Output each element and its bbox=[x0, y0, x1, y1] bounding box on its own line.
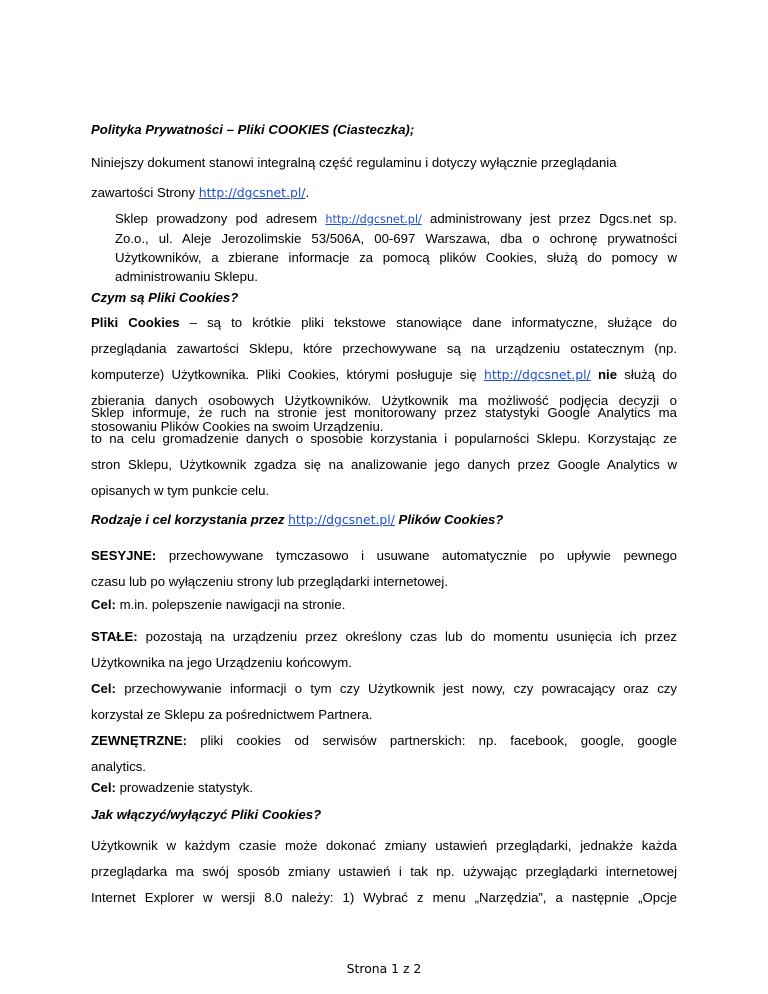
what-line-1: Pliki Cookies – są to krótkie pliki tekstowe stanowiące dane informatyczne, służące do bbox=[91, 315, 677, 330]
admin-line-4: administrowaniu Sklepu. bbox=[115, 269, 258, 284]
what-line-2: przeglądania zawartości Sklepu, które przechowywane są na urządzeniu ostatecznym (np. bbox=[91, 341, 677, 356]
external-line-1: ZEWNĘTRZNE: pliki cookies od serwisów partnerskich: np. facebook, google, google bbox=[91, 733, 677, 748]
toggle-line-3: Internet Explorer w wersji 8.0 należy: 1) Wybrać z menu „Narzędzia”, a następnie „Opcje bbox=[91, 890, 677, 905]
admin-line-1: Sklep prowadzony pod adresem http://dgcsnet.pl/ administrowany jest przez Dgcs.net sp. bbox=[115, 211, 677, 226]
persistent-cookies bbox=[91, 624, 677, 676]
types-site-link[interactable]: http://dgcsnet.pl/ bbox=[288, 512, 395, 527]
page-footer: Strona 1 z 2 bbox=[346, 961, 422, 976]
session-line-2: czasu lub po wyłączeniu strony lub przeglądarki internetowej. bbox=[91, 574, 448, 589]
intro-line-2: zawartości Strony http://dgcsnet.pl/. bbox=[91, 185, 310, 200]
toggle-line-2: przeglądarka ma swój sposób zmiany ustawień i tak np. używając przeglądarki internetowej bbox=[91, 864, 677, 879]
session-purpose: Cel: m.in. polepszenie nawigacji na stronie. bbox=[91, 597, 346, 612]
external-purpose: Cel: prowadzenie statystyk. bbox=[91, 780, 253, 795]
intro-line-1: Niniejszy dokument stanowi integralną część regulaminu i dotyczy wyłącznie przeglądania bbox=[91, 155, 617, 170]
session-cookies bbox=[91, 543, 677, 595]
analytics-line-1: Sklep informuje, że ruch na stronie jest monitorowany przez statystyki Google Analytics ma bbox=[91, 405, 677, 420]
what-line-3: komputerze) Użytkownika. Pliki Cookies, którymi posługuje się http://dgcsnet.pl/ nie służą do bbox=[91, 367, 677, 382]
toggle-paragraph bbox=[91, 833, 677, 911]
site-link[interactable]: http://dgcsnet.pl/ bbox=[198, 185, 306, 200]
external-line-2: analytics. bbox=[91, 759, 146, 774]
section-heading-toggle: Jak włączyć/wyłączyć Pliki Cookies? bbox=[91, 807, 322, 822]
admin-site-link[interactable]: http://dgcsnet.pl/ bbox=[325, 213, 422, 226]
what-paragraph-2 bbox=[91, 400, 677, 504]
external-cookies bbox=[91, 728, 677, 780]
title-text: Polityka Prywatności – Pliki COOKIES (Ciasteczka); bbox=[91, 122, 415, 137]
toggle-line-1: Użytkownik w każdym czasie może dokonać zmiany ustawień przeglądarki, jednakże każda bbox=[91, 838, 677, 853]
what-line-5: stosowaniu Plików Cookies na swoim Urządzeniu. bbox=[91, 419, 384, 434]
analytics-line-2: to na celu gromadzenie danych o sposobie korzystania i popularności Sklepu. Korzystając ze bbox=[91, 431, 677, 446]
section-heading-types: Rodzaje i cel korzystania przez http://dgcsnet.pl/ Plików Cookies? bbox=[91, 512, 504, 527]
page-title bbox=[91, 122, 677, 137]
persistent-line-2: Użytkownika na jego Urządzeniu końcowym. bbox=[91, 655, 352, 670]
section-heading-what: Czym są Pliki Cookies? bbox=[91, 290, 239, 305]
admin-line-2: Zo.o., ul. Aleje Jerozolimskie 53/506A, 00-697 Warszawa, dba o ochronę prywatności bbox=[115, 231, 677, 246]
what-site-link[interactable]: http://dgcsnet.pl/ bbox=[484, 367, 591, 382]
analytics-line-4: opisanych w tym punkcie celu. bbox=[91, 483, 270, 498]
session-line-1: SESYJNE: przechowywane tymczasowo i usuwane automatycznie po upływie pewnego bbox=[91, 548, 677, 563]
persistent-line-1: STAŁE: pozostają na urządzeniu przez określony czas lub do momentu usunięcia ich przez bbox=[91, 629, 677, 644]
intro-paragraph bbox=[91, 148, 677, 208]
persistent-purpose: Cel: przechowywanie informacji o tym czy Użytkownik jest nowy, czy powracający oraz czy korzystał ze Sklepu za pośrednictwem Partnera. bbox=[91, 681, 677, 722]
admin-line-3: Użytkowników, a zbierane informacje za pomocą plików Cookies, służą do pomocy w bbox=[115, 250, 677, 265]
admin-paragraph bbox=[115, 209, 677, 286]
analytics-line-3: stron Sklepu, Użytkownik zgadza się na analizowanie jego danych przez Google Analytics w bbox=[91, 457, 677, 472]
what-line-4: zbierania danych osobowych Użytkowników. Użytkownik ma możliwość podjęcia decyzji o bbox=[91, 393, 677, 408]
